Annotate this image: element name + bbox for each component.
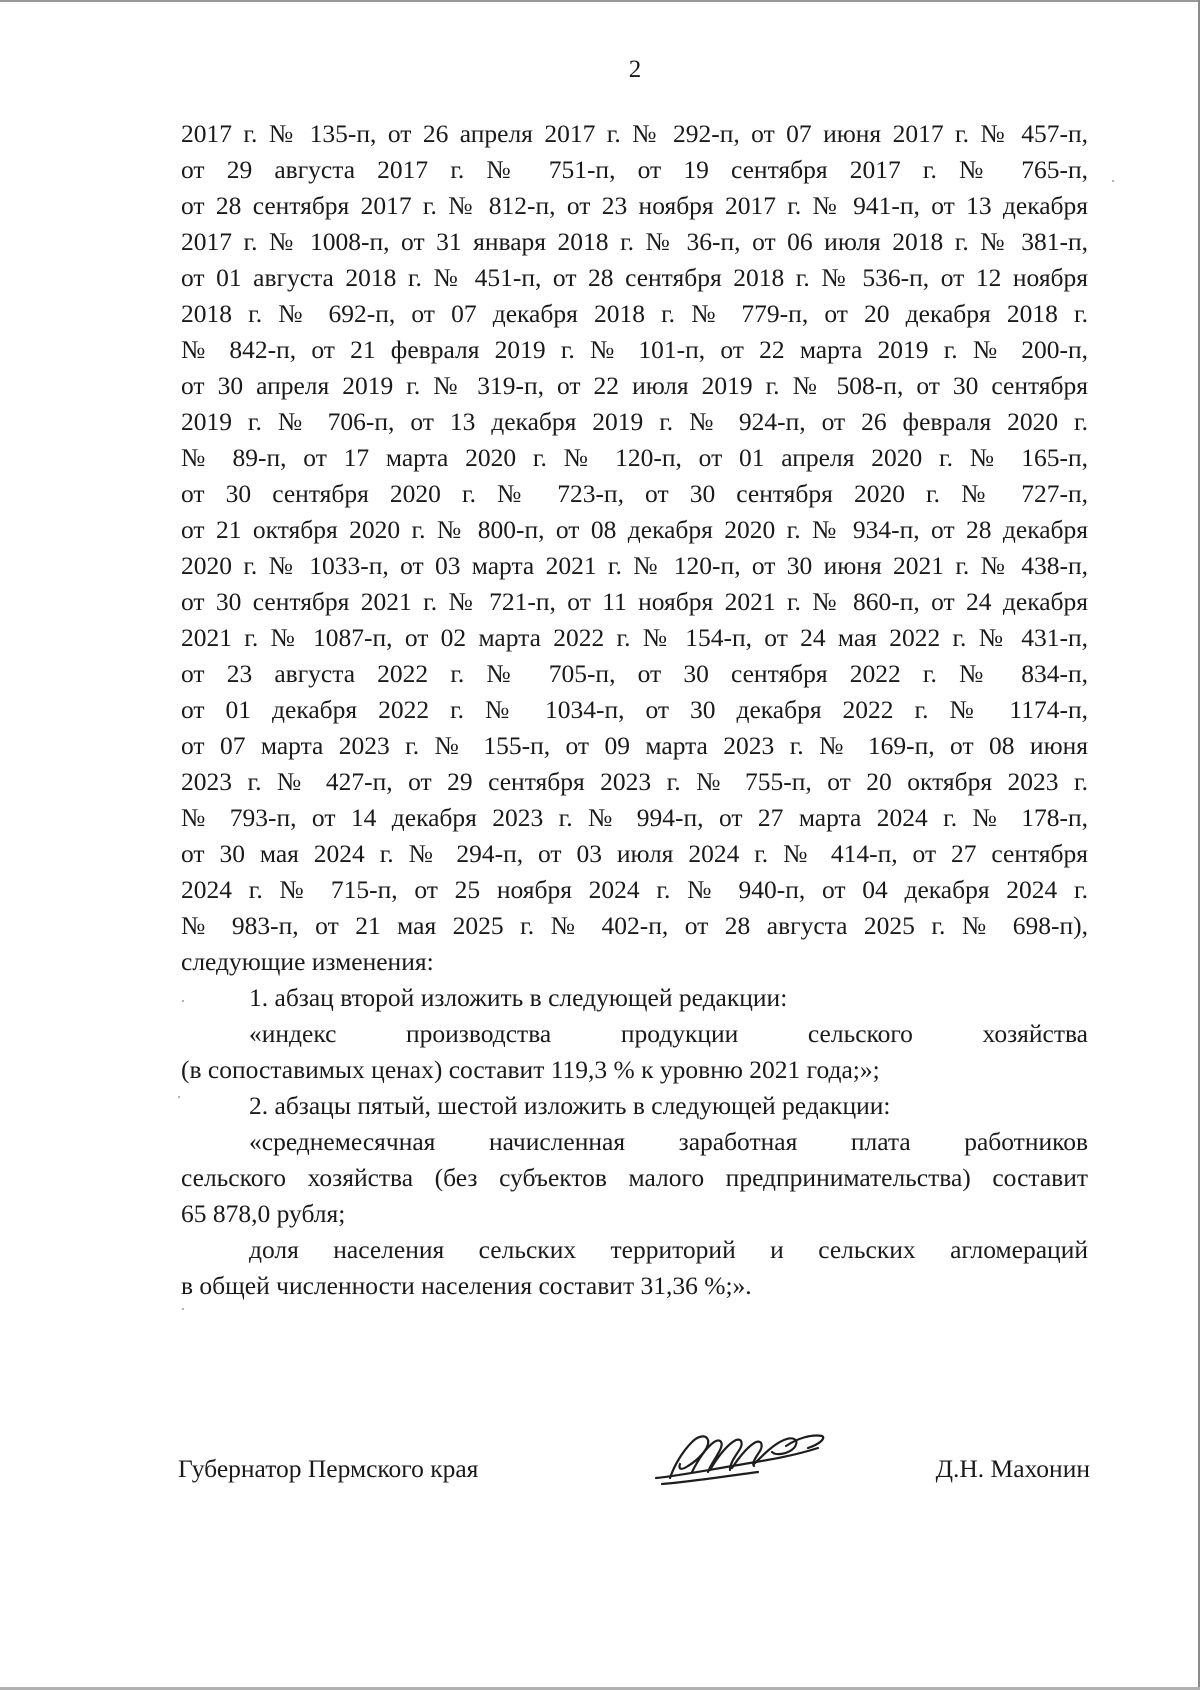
body-line: от 01 декабря 2022 г. № 1034-п, от 30 декабря 2022 г. № 1174-п,	[181, 695, 1088, 724]
body-line: № 89-п, от 17 марта 2020 г. № 120-п, от 01 апреля 2020 г. № 165-п,	[181, 443, 1088, 472]
scan-speck	[178, 1096, 180, 1098]
body-line: 2021 г. № 1087-п, от 02 марта 2022 г. № 154-п, от 24 мая 2022 г. № 431-п,	[181, 623, 1088, 652]
body-line: № 793-п, от 14 декабря 2023 г. № 994-п, от 27 марта 2024 г. № 178-п,	[181, 803, 1088, 832]
scan-edge-top	[0, 0, 1200, 2]
body-line: 2017 г. № 135-п, от 26 апреля 2017 г. № 292-п, от 07 июня 2017 г. № 457-п,	[181, 119, 1088, 148]
body-line: от 30 сентября 2020 г. № 723-п, от 30 сентября 2020 г. № 727-п,	[181, 479, 1088, 508]
body-line: доля населения сельских территорий и сельских агломераций	[249, 1235, 1088, 1264]
scan-speck	[182, 1308, 184, 1310]
body-line: 1. абзац второй изложить в следующей редакции:	[249, 983, 788, 1012]
body-line: (в сопоставимых ценах) составит 119,3 % к уровню 2021 года;»;	[181, 1055, 880, 1084]
scan-speck	[1112, 180, 1114, 182]
body-line: от 23 августа 2022 г. № 705-п, от 30 сентября 2022 г. № 834-п,	[181, 659, 1088, 688]
body-line: сельского хозяйства (без субъектов малого предпринимательства) составит	[181, 1163, 1088, 1192]
body-line: от 01 августа 2018 г. № 451-п, от 28 сентября 2018 г. № 536-п, от 12 ноября	[181, 263, 1088, 292]
body-line: «среднемесячная начисленная заработная плата работников	[249, 1127, 1088, 1156]
signature-block	[178, 1436, 1090, 1516]
body-line: 2020 г. № 1033-п, от 03 марта 2021 г. № 120-п, от 30 июня 2021 г. № 438-п,	[181, 551, 1088, 580]
body-line: 2019 г. № 706-п, от 13 декабря 2019 г. № 924-п, от 26 февраля 2020 г.	[181, 407, 1088, 436]
body-line: следующие изменения:	[181, 947, 434, 976]
body-line: от 28 сентября 2017 г. № 812-п, от 23 ноября 2017 г. № 941-п, от 13 декабря	[181, 191, 1088, 220]
signatory-name: Д.Н. Махонин	[935, 1454, 1090, 1483]
signatory-position: Губернатор Пермского края	[178, 1454, 479, 1483]
body-line: от 29 августа 2017 г. № 751-п, от 19 сентября 2017 г. № 765-п,	[181, 155, 1088, 184]
body-line: «индекс производства продукции сельского хозяйства	[249, 1019, 1088, 1048]
document-body	[181, 116, 1088, 1304]
body-line: № 983-п, от 21 мая 2025 г. № 402-п, от 28 августа 2025 г. № 698-п),	[181, 911, 1088, 940]
scan-speck	[182, 1000, 184, 1002]
body-line: от 30 мая 2024 г. № 294-п, от 03 июля 2024 г. № 414-п, от 27 сентября	[181, 839, 1088, 868]
body-line: 2018 г. № 692-п, от 07 декабря 2018 г. № 779-п, от 20 декабря 2018 г.	[181, 299, 1088, 328]
body-line: в общей численности населения составит 31,36 %;».	[181, 1271, 752, 1300]
body-line: 2023 г. № 427-п, от 29 сентября 2023 г. № 755-п, от 20 октября 2023 г.	[181, 767, 1088, 796]
body-line: от 30 апреля 2019 г. № 319-п, от 22 июля 2019 г. № 508-п, от 30 сентября	[181, 371, 1088, 400]
body-line: от 21 октября 2020 г. № 800-п, от 08 декабря 2020 г. № 934-п, от 28 декабря	[181, 515, 1088, 544]
body-line: 65 878,0 рубля;	[181, 1199, 346, 1228]
body-line: от 07 марта 2023 г. № 155-п, от 09 марта 2023 г. № 169-п, от 08 июня	[181, 731, 1088, 760]
body-line: 2017 г. № 1008-п, от 31 января 2018 г. № 36-п, от 06 июля 2018 г. № 381-п,	[181, 227, 1088, 256]
body-line: от 30 сентября 2021 г. № 721-п, от 11 ноября 2021 г. № 860-п, от 24 декабря	[181, 587, 1088, 616]
body-line: № 842-п, от 21 февраля 2019 г. № 101-п, от 22 марта 2019 г. № 200-п,	[181, 335, 1088, 364]
body-line: 2. абзацы пятый, шестой изложить в следующей редакции:	[249, 1091, 891, 1120]
body-line: 2024 г. № 715-п, от 25 ноября 2024 г. № 940-п, от 04 декабря 2024 г.	[181, 875, 1088, 904]
page-number: 2	[628, 56, 642, 83]
handwritten-signature	[648, 1426, 828, 1496]
